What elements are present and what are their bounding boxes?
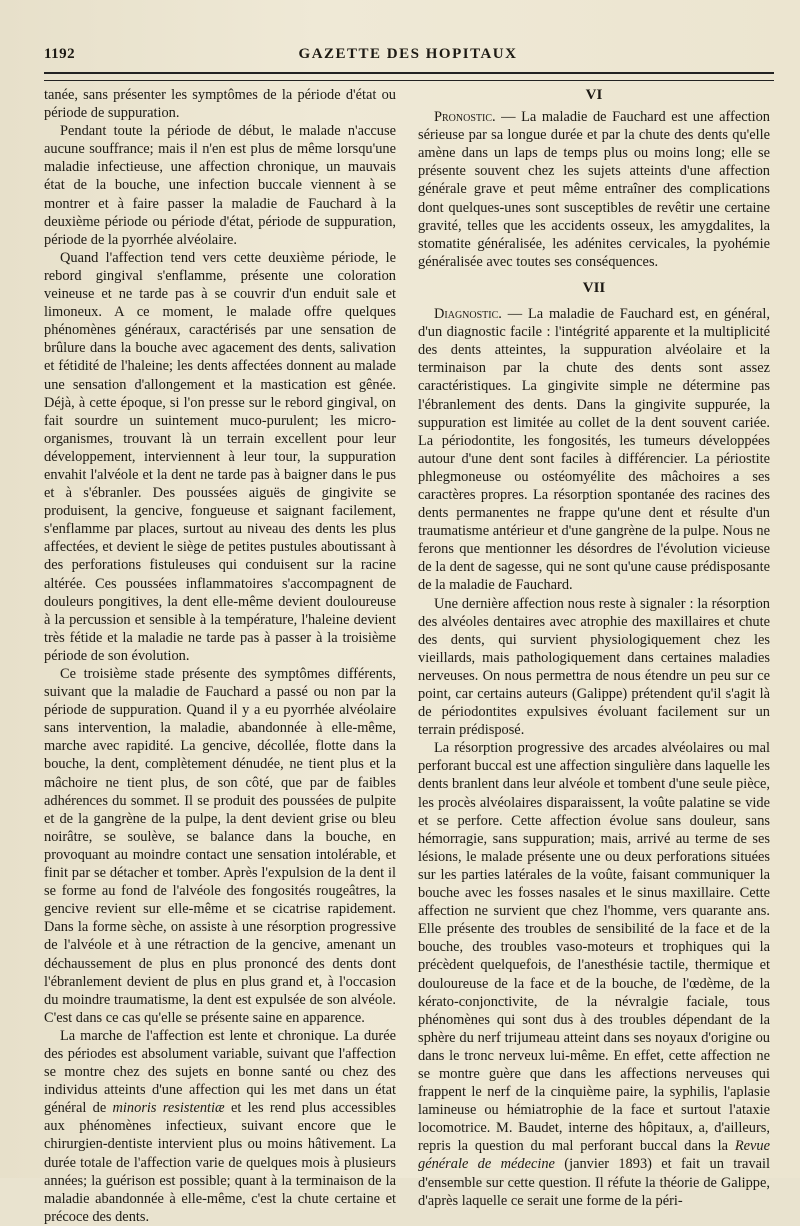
paragraph: [44, 1027, 396, 1226]
section-heading-vii: VII: [582, 279, 606, 296]
left-column: [44, 86, 396, 1226]
text-run: La marche de l'affection est lente et chronique. La durée des périodes est absolument variable, suivant que l'affection se montre chez des sujets en bonne santé ou chez des individus atteints d'une affection qui les met dans un état général de: [44, 1027, 396, 1117]
text-run: — La maladie de Fauchard est une affection sérieuse par sa longue durée et par la chute des dents qu'elle amène dans un laps de temps plus ou moins long; elle se présente souvent chez les sujets atteints d'une affection générale grave et peut même entraîner des complications dont quelques-unes sont susceptibles de revêtir une certaine gravité, telles que les accidents osseux, les amygdalites, la stomatite généralisée, les adénites cervicales, la pyohémie généralisée avec toutes ses conséquences.: [418, 109, 770, 270]
right-column: [418, 86, 770, 1210]
paragraph: [418, 108, 770, 271]
text-run: — La maladie de Fauchard est, en général, d'un diagnostic facile : l'intégrité apparente et la multiplicité des dents atteintes, la suppuration alvéolaire et la terminaison par la chute des dents sont assez caractéristiques. La gingivite simple ne détermine pas l'ébranlement des dents. Dans la gingivite suppurée, la suppuration est limitée au collet de la dent souvent cariée. La périodontite, les fongosités, les tumeurs développées autour d'une dent sont faciles à différencier. La périostite phlegmoneuse ou ostéomyélite des mâchoires a ses caractères propres. La résorption spontanée des racines des dents permanentes ne frappe qu'une dent et résulte d'un traumatisme antérieur et d'une gangrène de la pulpe. Nous ne ferons que mentionner les désordres de l'évolution vicieuse de la dent de sagesse, qui ne sont qu'une cause prédisposante de la maladie de Fauchard.: [418, 306, 770, 594]
paragraph: [418, 305, 770, 595]
journal-citation: Revue générale de médecine: [418, 1138, 770, 1173]
paragraph: [418, 739, 770, 1209]
paragraph: tanée, sans présenter les symptômes de la période d'état ou période de suppuration.: [44, 87, 396, 122]
paragraph: Pendant toute la période de début, le malade n'accuse aucune souffrance; mais il n'en est plus de même lorsqu'une maladie infectieuse, une affection chronique, un mauvais état de la bouche, une infection buccale viennent à se montrer et à faire passer la maladie de Fauchard à la deuxième période ou période d'état, période de suppuration, période de la pyorrhée alvéolaire.: [44, 123, 396, 248]
header-rule: [44, 72, 774, 81]
text-run: (janvier 1893) et fait un travail d'ensemble sur cette question. Il réfute la théorie de Galippe, d'après laquelle ce serait une forme de la péri-: [418, 1156, 770, 1209]
section-lead: Pronostic.: [434, 109, 496, 126]
latin-phrase: minoris resistentiæ: [112, 1100, 225, 1117]
paragraph: Une dernière affection nous reste à signaler : la résorption des alvéoles dentaires avec atrophie des maxillaires et chute des dents, qui survient physiologiquement chez les vieillards, mais pathologiquement dans certaines maladies nerveuses. On nous permettra de nous étendre un peu sur ce point, car certains auteurs (Galippe) prétendent qu'il s'agit là de périodontites expulsives évoluant facilement sur un terrain prédisposé.: [418, 595, 770, 739]
section-lead: Diagnostic.: [434, 306, 502, 323]
paragraph: Quand l'affection tend vers cette deuxième période, le rebord gingival s'enflamme, présente une coloration veineuse et ne tarde pas à se couvrir d'un enduit sale et limoneux. A ce moment, le malade offre quelques phénomènes généraux, caractérisés par une sensation de brûlure dans la bouche avec agacement des dents, salivation et fétidité de l'haleine; les dents affectées donnent au malade une sensation d'allongement et la mastication est gênée. Déjà, à cette époque, si l'on presse sur le rebord gingival, on fait sourdre un suintement muco-purulent; les micro-organismes, trouvant là un terrain excellent pour leur développement, interviennent à leur tour, la suppuration envahit l'alvéole et la dent ne tarde pas à baigner dans le pus et à s'ébranler. Des poussées aiguës de gingivite se produisent, la gencive, fongueuse et saignant facilement, s'enflamme par places, surtout au niveau des dents les plus affectées, et devient le siège de petites pustules aboutissant à des perforations fistuleuses qui conduisent sur la racine altérée. Ces poussées inflammatoires s'accompagnent de douleurs pongitives, la dent elle-même devient douloureuse à la percussion et sensible à la température, l'haleine devient très fétide et la maladie ne tarde pas à passer à la troisième période de son évolution.: [44, 249, 396, 664]
section-heading-vi: VI: [585, 87, 603, 103]
text-run: et les rend plus accessibles aux phénomènes infectieux, suivant encore que le chirurgien-dentiste intervient plus ou moins hâtivement. La durée totale de l'affection varie de quelques mois à plusieurs années; la guérison est possible; quant à la terminaison de la maladie abandonnée à elle-même, c'est la chute certaine et précoce des dents.: [44, 1100, 396, 1225]
journal-title: GAZETTE DES HOPITAUX: [298, 46, 518, 62]
page-header: [44, 46, 772, 70]
text-run: La résorption progressive des arcades alvéolaires ou mal perforant buccal est une affection singulière dans laquelle les dents branlent dans leur alvéole et tombent d'une seule pièce, les procès alvéolaires disparaissent, la voûte palatine se vide et se perfore. Cette affection évolue sans douleur, sans hémorragie, sans suppuration; mais, arrivé au terme de ses lésions, le malade présente une ou deux perforations situées sur les parties latérales de la voûte, faisant communiquer la bouche avec les fosses nasales et le sinus maxillaire. Cette affection ne survient que chez l'homme, vers quarante ans. Elle présente des troubles de sensibilité de la face et de la bouche, des troubles vaso-moteurs et trophiques qui la précèdent quelquefois, de l'anesthésie tactile, thermique et douloureuse de la face et de la bouche, de l'œdème, de la kérato-conjonctivite, de la névralgie faciale, tous phénomènes qui sont dus à des troubles dépendant de la sphère du nerf trijumeau atteint dans ses noyaux d'origine ou dans le tronc nerveux lui-même. En effet, cette affection ne se montre guère que dans les affections nerveuses qui frappent le nerf de la cinquième paire, la syphilis, l'aplasie lamineuse ou hémiatrophie de la face et surtout l'ataxie locomotrice. M. Baudet, interne des hôpitaux, a, d'ailleurs, repris la question du mal perforant buccal dans la: [418, 740, 770, 1155]
page-number: 1192: [44, 46, 76, 62]
paragraph: Ce troisième stade présente des symptômes différents, suivant que la maladie de Fauchard a passé ou non par la période de suppuration. Quand il y a eu pyorrhée alvéolaire sans intervention, la maladie, abandonnée à elle-même, marche avec rapidité. La gencive, décollée, flotte dans la bouche, la dent, complètement dénudée, ne tient plus et la mâchoire ne tient plus, de son côté, que par de faibles adhérences du sommet. Il se produit des poussées de pulpite et de la gangrène de la pulpe, la dent devient grise ou bleu noirâtre, se soulève, se balance dans la bouche, en provoquant au moindre contact une sensation intolérable, et finit par se détacher et tomber. Après l'expulsion de la dent il se forme au fond de l'alvéole des fongosités rougeâtres, la gencive revient sur elle-même et se cicatrise rapidement. Dans la forme sèche, on assiste à une résorption progressive de l'alvéole et à une rétraction de la gencive, amenant un déchaussement de plus en plus prononcé des dents dont l'ébranlement devient de plus en plus grand et, à l'occasion du moindre traumatisme, la dent est expulsée de son alvéole. C'est dans ce cas qu'elle se présente saine en apparence.: [44, 666, 396, 1026]
